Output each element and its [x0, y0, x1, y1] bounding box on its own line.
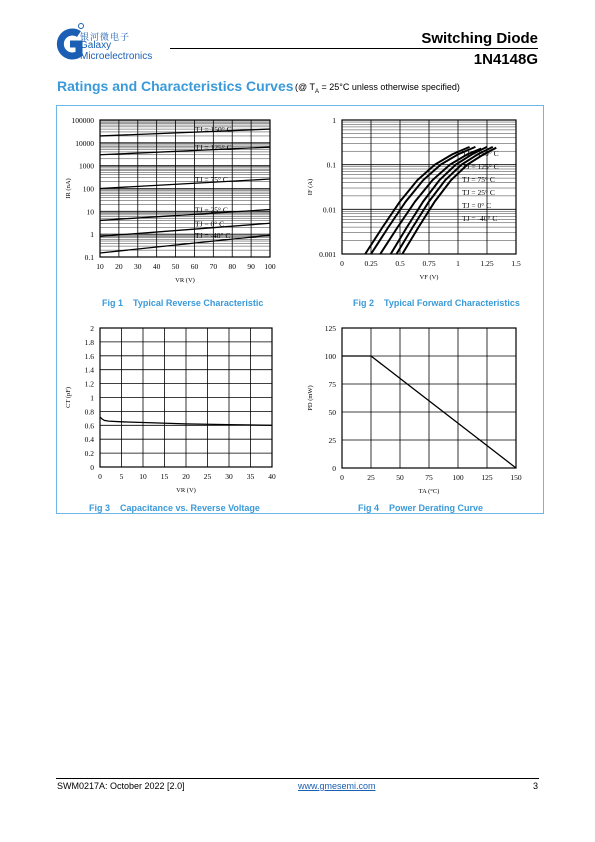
fig2-x-tick-label: 1.5	[511, 259, 521, 268]
section-title: Ratings and Characteristics Curves	[57, 78, 294, 94]
fig2-y-tick-label: 0.001	[319, 250, 336, 259]
chart-fig4-power-derating	[300, 318, 540, 498]
footer-rule	[56, 778, 539, 779]
caption-fig2: Fig 2 Typical Forward Characteristics	[353, 298, 520, 308]
fig3-x-tick-label: 5	[119, 472, 124, 481]
fig4-y-tick-label: 100	[324, 352, 336, 361]
fig3-y-tick-label: 1.6	[84, 351, 94, 361]
fig3-y-tick-label: 0.6	[84, 421, 94, 431]
fig2-x-tick-label: 0.75	[422, 259, 436, 268]
fig4-x-tick-label: 125	[481, 473, 493, 482]
footer-document-id: SWM0217A: October 2022 [2.0]	[57, 781, 185, 791]
fig3-y-axis-label: CT (pF)	[65, 386, 72, 409]
caption-fig1: Fig 1 Typical Reverse Characteristic	[102, 298, 264, 308]
fig1-series-label: TJ = 25° C	[195, 205, 228, 215]
fig1-series-label: TJ = 125° C	[195, 143, 232, 153]
fig3-x-tick-label: 35	[246, 472, 255, 481]
fig4-x-axis-label: TA (°C)	[418, 488, 440, 495]
fig2-x-tick-label: 0.25	[364, 259, 378, 268]
chart-fig3-capacitance	[58, 318, 293, 498]
fig4-x-tick-label: 150	[510, 473, 522, 482]
fig1-x-tick-label: 10	[96, 262, 104, 271]
fig2-y-tick-label: 0.1	[326, 160, 336, 170]
section-condition-note: (@ $T_A = 25^\circ C$ unless otherwise specified)	[295, 82, 460, 95]
fig2-series-label: TJ = 25° C	[462, 188, 495, 197]
fig1-x-tick-label: 50	[171, 262, 180, 271]
fig1-y-axis-label: IR (nA)	[65, 178, 72, 199]
footer-website-link[interactable]: www.gmesemi.com	[298, 781, 376, 791]
fig1-x-tick-label: 30	[134, 262, 142, 271]
fig3-x-tick-label: 0	[98, 472, 102, 481]
fig1-series-line	[100, 179, 270, 188]
caption-fig3: Fig 3 Capacitance vs. Reverse Voltage	[89, 503, 260, 513]
fig1-y-tick-label: 0.1	[84, 253, 94, 262]
fig2-x-tick-label: 0.5	[395, 259, 405, 268]
fig2-y-tick-label: 1	[332, 116, 336, 125]
fig2-x-tick-label: 1	[456, 259, 460, 268]
fig1-y-tick-label: 100000	[71, 116, 94, 125]
fig2-y-axis-label: IF (A)	[307, 178, 314, 196]
fig1-x-tick-label: 20	[115, 262, 123, 271]
fig3-x-tick-label: 30	[225, 472, 233, 481]
document-title: Switching Diode	[421, 30, 538, 47]
fig1-x-tick-label: 90	[247, 262, 255, 271]
fig2-series-label: TJ = -40° C	[462, 214, 498, 223]
fig2-y-tick-label: 0.01	[322, 205, 336, 215]
fig2-series-label: TJ = 75° C	[462, 175, 495, 184]
fig3-y-tick-label: 0.2	[84, 449, 94, 459]
logo-name-line2: Microelectronics	[80, 51, 153, 62]
fig1-series-label: TJ = -40° C	[195, 231, 231, 241]
fig1-y-tick-label: 100	[82, 184, 94, 194]
fig4-y-tick-label: 25	[328, 436, 336, 445]
fig4-y-tick-label: 125	[324, 324, 336, 333]
footer-page-number: 3	[532, 781, 538, 791]
caption-fig4: Fig 4 Power Derating Curve	[358, 503, 484, 513]
fig1-series-label: TJ = 150° C	[195, 125, 232, 135]
fig3-x-tick-label: 25	[203, 472, 212, 481]
title-rule	[170, 48, 538, 49]
fig4-x-tick-label: 100	[452, 473, 464, 482]
fig2-x-axis-label: VF (V)	[419, 274, 439, 281]
fig3-y-tick-label: 0.4	[84, 435, 94, 445]
fig1-x-axis-label: VR (V)	[175, 277, 195, 284]
fig1-x-tick-label: 80	[228, 262, 236, 271]
fig2-series-label: TJ = 0° C	[462, 201, 492, 210]
fig3-y-tick-label: 0.8	[84, 407, 94, 417]
fig4-y-tick-label: 50	[328, 408, 336, 417]
fig1-y-tick-label: 1000	[79, 161, 94, 171]
fig4-x-tick-label: 50	[396, 473, 404, 482]
fig3-y-tick-label: 1.4	[84, 365, 94, 375]
fig3-x-tick-label: 20	[182, 472, 190, 481]
fig1-series-label: TJ = 0° C	[195, 219, 225, 229]
fig4-y-tick-label: 0	[332, 464, 336, 473]
fig3-x-axis-label: VR (V)	[176, 487, 196, 494]
logo-name-line1: Galaxy	[80, 40, 112, 51]
fig1-y-tick-label: 1	[90, 230, 94, 240]
fig1-series-line	[100, 129, 270, 136]
fig3-x-tick-label: 10	[139, 472, 147, 481]
chart-fig2-forward-characteristics	[300, 108, 540, 288]
fig4-x-tick-label: 25	[367, 473, 375, 482]
fig1-x-tick-label: 40	[152, 262, 161, 271]
chart-fig1-reverse-characteristic	[58, 108, 293, 288]
fig1-x-tick-label: 100	[264, 262, 276, 271]
fig1-y-tick-label: 10	[86, 207, 94, 217]
fig2-x-tick-label: 0	[340, 259, 344, 268]
fig3-x-tick-label: 40	[268, 472, 276, 481]
fig3-x-tick-label: 15	[160, 472, 169, 481]
fig3-y-tick-label: 1.2	[84, 379, 94, 389]
fig1-y-tick-label: 10000	[75, 138, 94, 148]
logo-chinese-name: 银河微电子	[80, 32, 131, 42]
fig1-series-line	[100, 147, 270, 155]
part-number: 1N4148G	[473, 51, 538, 68]
fig4-y-tick-label: 75	[328, 380, 336, 389]
fig3-y-tick-label: 2	[90, 324, 94, 333]
fig4-x-tick-label: 0	[340, 473, 344, 482]
fig3-y-tick-label: 1.8	[84, 337, 94, 347]
fig2-series-label: TJ = 125° C	[462, 162, 499, 171]
fig4-y-axis-label: PD (mW)	[307, 385, 314, 411]
fig2-series-label: TJ = 150° C	[462, 149, 499, 158]
fig3-y-tick-label: 1	[90, 393, 94, 403]
fig2-x-tick-label: 1.25	[480, 259, 494, 268]
fig1-series-label: TJ = 75° C	[195, 175, 228, 185]
fig4-x-tick-label: 75	[425, 473, 433, 482]
fig1-x-tick-label: 60	[190, 262, 199, 271]
fig3-y-tick-label: 0	[90, 463, 94, 472]
fig1-x-tick-label: 70	[209, 262, 218, 271]
